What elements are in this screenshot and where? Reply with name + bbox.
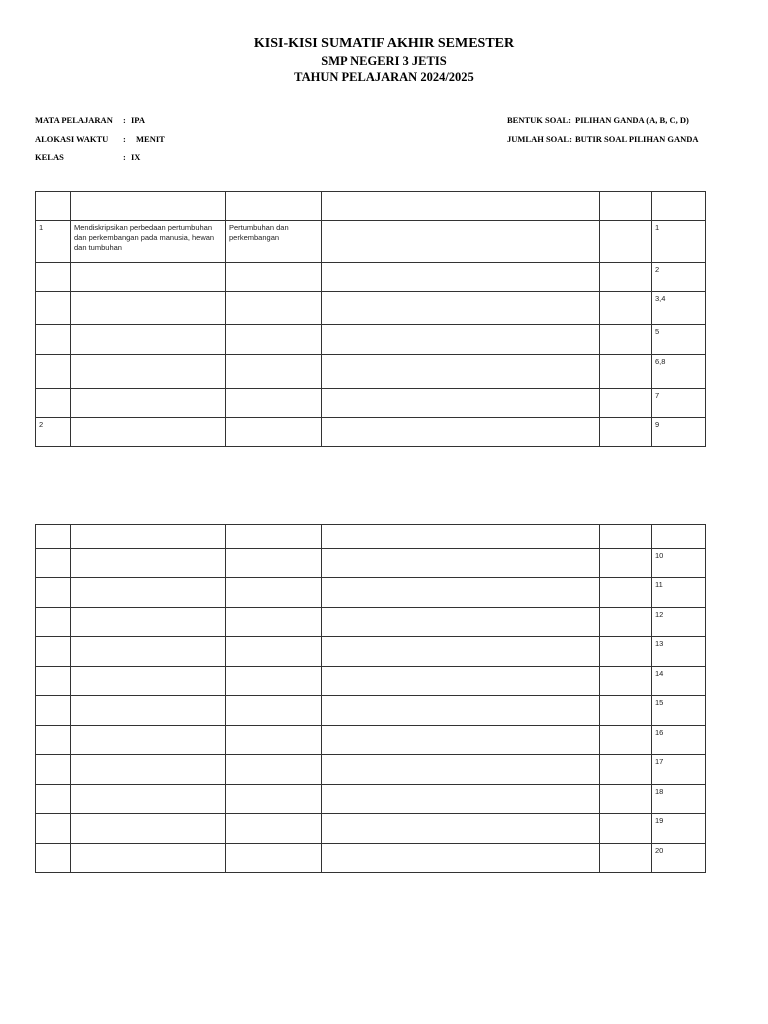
- competency-cell: [71, 418, 226, 447]
- meta-separator: :: [123, 115, 126, 125]
- competency-cell: [71, 667, 226, 696]
- level-cell: [600, 389, 652, 418]
- competency-cell: Mendiskripsikan perbedaan pertumbuhan dan perkembangan pada manusia, hewan dan tumbuhan: [71, 221, 226, 263]
- question-number-cell: [652, 192, 706, 221]
- row-number-cell: [36, 389, 71, 418]
- level-cell: [600, 325, 652, 355]
- question-number-cell: [652, 525, 706, 549]
- row-number-cell: [36, 785, 71, 814]
- question-number-cell: 15: [652, 696, 706, 726]
- table-row: [36, 755, 706, 785]
- material-cell: [226, 608, 322, 637]
- level-cell: [600, 755, 652, 785]
- table-row: [36, 525, 706, 549]
- table-row: [36, 608, 706, 637]
- question-number-cell: 2: [652, 263, 706, 292]
- level-cell: [600, 814, 652, 844]
- row-number-cell: 2: [36, 418, 71, 447]
- question-number-cell: 1: [652, 221, 706, 263]
- meta-label: ALOKASI WAKTU: [35, 134, 109, 144]
- meta-value: PILIHAN GANDA (A, B, C, D): [575, 115, 689, 125]
- material-cell: [226, 696, 322, 726]
- level-cell: [600, 844, 652, 873]
- question-number-cell: 13: [652, 637, 706, 667]
- competency-cell: [71, 263, 226, 292]
- material-cell: [226, 418, 322, 447]
- meta-class: [35, 152, 235, 164]
- row-number-cell: [36, 755, 71, 785]
- table-row: [36, 263, 706, 292]
- indicator-cell: [322, 549, 600, 578]
- indicator-cell: [322, 192, 600, 221]
- competency-cell: [71, 814, 226, 844]
- indicator-cell: [322, 814, 600, 844]
- meta-question-form: [507, 115, 737, 127]
- material-cell: [226, 755, 322, 785]
- indicator-cell: [322, 355, 600, 389]
- material-cell: [226, 578, 322, 608]
- meta-separator: :: [123, 152, 126, 162]
- level-cell: [600, 637, 652, 667]
- meta-separator: :: [123, 134, 126, 144]
- question-number-cell: 18: [652, 785, 706, 814]
- table-row: [36, 814, 706, 844]
- meta-value: IX: [131, 152, 141, 162]
- material-cell: [226, 325, 322, 355]
- material-cell: [226, 192, 322, 221]
- question-number-cell: 14: [652, 667, 706, 696]
- material-cell: [226, 785, 322, 814]
- material-cell: [226, 549, 322, 578]
- level-cell: [600, 418, 652, 447]
- indicator-cell: [322, 525, 600, 549]
- school-name: SMP NEGERI 3 JETIS: [321, 54, 447, 68]
- material-cell: [226, 814, 322, 844]
- table-row: [36, 389, 706, 418]
- table-row: [36, 355, 706, 389]
- competency-cell: [71, 325, 226, 355]
- row-number-cell: 1: [36, 221, 71, 263]
- level-cell: [600, 192, 652, 221]
- material-cell: [226, 263, 322, 292]
- competency-cell: [71, 192, 226, 221]
- meta-value: IPA: [131, 115, 146, 125]
- question-number-cell: 12: [652, 608, 706, 637]
- competency-cell: [71, 696, 226, 726]
- material-cell: [226, 389, 322, 418]
- table-row: [36, 418, 706, 447]
- document-title: KISI-KISI SUMATIF AKHIR SEMESTER: [253, 36, 515, 51]
- row-number-cell: [36, 525, 71, 549]
- question-number-cell: 9: [652, 418, 706, 447]
- row-number-cell: [36, 696, 71, 726]
- table-row: [36, 726, 706, 755]
- blueprint-table-2: [35, 524, 706, 873]
- row-number-cell: [36, 263, 71, 292]
- row-number-cell: [36, 355, 71, 389]
- indicator-cell: [322, 263, 600, 292]
- question-number-cell: 3,4: [652, 292, 706, 325]
- indicator-cell: [322, 667, 600, 696]
- table-row: [36, 549, 706, 578]
- indicator-cell: [322, 785, 600, 814]
- meta-subject: [35, 115, 235, 127]
- row-number-cell: [36, 814, 71, 844]
- indicator-cell: [322, 696, 600, 726]
- level-cell: [600, 549, 652, 578]
- level-cell: [600, 292, 652, 325]
- table-row: [36, 325, 706, 355]
- table-row: [36, 192, 706, 221]
- indicator-cell: [322, 637, 600, 667]
- meta-value: MENIT: [136, 134, 165, 144]
- row-number-cell: [36, 292, 71, 325]
- level-cell: [600, 221, 652, 263]
- level-cell: [600, 608, 652, 637]
- level-cell: [600, 785, 652, 814]
- table-row: [36, 292, 706, 325]
- row-number-cell: [36, 844, 71, 873]
- material-cell: [226, 637, 322, 667]
- question-number-cell: 5: [652, 325, 706, 355]
- meta-value: BUTIR SOAL PILIHAN GANDA: [575, 134, 699, 144]
- question-number-cell: 16: [652, 726, 706, 755]
- academic-year: TAHUN PELAJARAN 2024/2025: [294, 70, 474, 84]
- competency-cell: [71, 637, 226, 667]
- competency-cell: [71, 525, 226, 549]
- question-number-cell: 7: [652, 389, 706, 418]
- row-number-cell: [36, 192, 71, 221]
- row-number-cell: [36, 726, 71, 755]
- competency-cell: [71, 355, 226, 389]
- table-row: [36, 637, 706, 667]
- level-cell: [600, 696, 652, 726]
- row-number-cell: [36, 549, 71, 578]
- level-cell: [600, 355, 652, 389]
- question-number-cell: 17: [652, 755, 706, 785]
- material-cell: [226, 525, 322, 549]
- indicator-cell: [322, 221, 600, 263]
- indicator-cell: [322, 418, 600, 447]
- competency-cell: [71, 844, 226, 873]
- level-cell: [600, 578, 652, 608]
- meta-time: [35, 134, 235, 146]
- material-cell: [226, 726, 322, 755]
- row-number-cell: [36, 325, 71, 355]
- indicator-cell: [322, 844, 600, 873]
- level-cell: [600, 726, 652, 755]
- material-cell: Pertumbuhan dan perkembangan: [226, 221, 322, 263]
- indicator-cell: [322, 389, 600, 418]
- row-number-cell: [36, 608, 71, 637]
- row-number-cell: [36, 578, 71, 608]
- material-cell: [226, 844, 322, 873]
- indicator-cell: [322, 726, 600, 755]
- competency-cell: [71, 755, 226, 785]
- question-number-cell: 19: [652, 814, 706, 844]
- meta-label: BENTUK SOAL:: [507, 115, 571, 125]
- competency-cell: [71, 549, 226, 578]
- question-number-cell: 11: [652, 578, 706, 608]
- competency-cell: [71, 292, 226, 325]
- indicator-cell: [322, 325, 600, 355]
- table-row: [36, 844, 706, 873]
- table-row: [36, 696, 706, 726]
- question-number-cell: 10: [652, 549, 706, 578]
- indicator-cell: [322, 755, 600, 785]
- meta-question-count: [507, 134, 737, 146]
- level-cell: [600, 263, 652, 292]
- blueprint-table-1: [35, 191, 706, 447]
- competency-cell: [71, 726, 226, 755]
- indicator-cell: [322, 578, 600, 608]
- table-row: [36, 221, 706, 263]
- table-row: [36, 785, 706, 814]
- meta-label: MATA PELAJARAN: [35, 115, 113, 125]
- question-number-cell: 20: [652, 844, 706, 873]
- meta-label: KELAS: [35, 152, 64, 162]
- competency-cell: [71, 389, 226, 418]
- level-cell: [600, 525, 652, 549]
- table-row: [36, 667, 706, 696]
- material-cell: [226, 667, 322, 696]
- competency-cell: [71, 608, 226, 637]
- competency-cell: [71, 578, 226, 608]
- level-cell: [600, 667, 652, 696]
- row-number-cell: [36, 667, 71, 696]
- meta-label: JUMLAH SOAL:: [507, 134, 572, 144]
- competency-cell: [71, 785, 226, 814]
- table-row: [36, 578, 706, 608]
- material-cell: [226, 355, 322, 389]
- indicator-cell: [322, 608, 600, 637]
- indicator-cell: [322, 292, 600, 325]
- row-number-cell: [36, 637, 71, 667]
- material-cell: [226, 292, 322, 325]
- question-number-cell: 6,8: [652, 355, 706, 389]
